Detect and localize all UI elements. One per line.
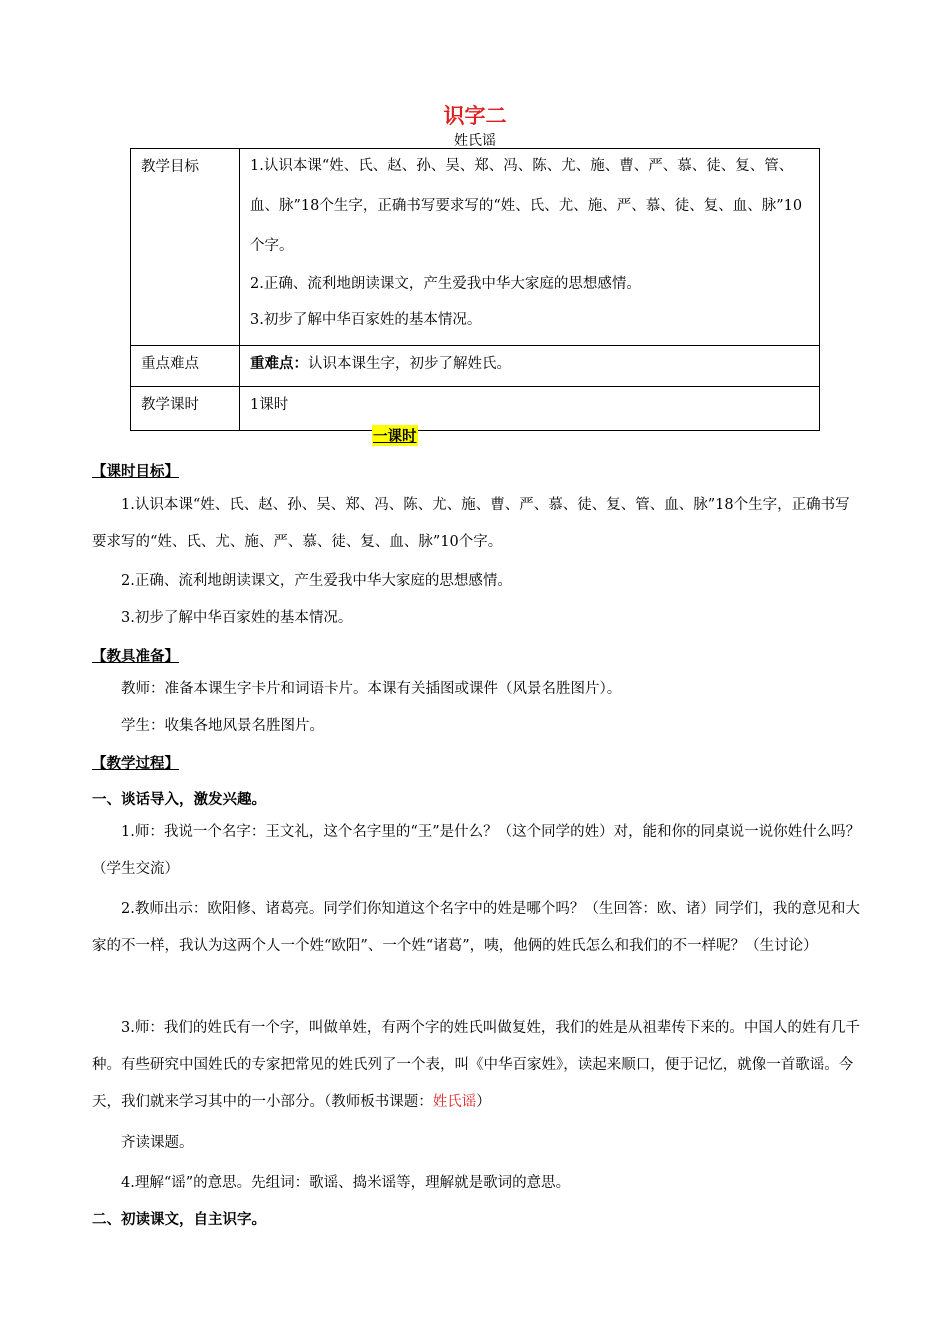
process-paragraph-1: 1.师：我说一个名字：王文礼，这个名字里的“王”是什么？（这个同学的姓）对，能和你的同桌说一说你姓什么吗？（学生交流） (92, 824, 861, 877)
process-paragraph-2: 2.教师出示：欧阳修、诸葛亮。同学们你知道这个名字中的姓是哪个吗？（生回答：欧、诸）同学们，我的意见和大家的不一样，我认为这两个人一个姓“欧阳”、一个姓“诸葛”，咦，他俩的姓氏怎么和我们的不一样呢？（生讨论） (92, 901, 860, 954)
goal-item-2: 2.正确、流利地朗读课文，产生爱我中华大家庭的思想感情。 (250, 276, 641, 292)
p3-board-title: 姓氏谣 (432, 1094, 477, 1110)
table-row-key-points (131, 346, 820, 387)
hours-value: 1课时 (240, 387, 820, 431)
table-row-goals (131, 149, 820, 346)
section-heading-goals: 【课时目标】 (92, 464, 179, 480)
goals-label: 教学目标 (131, 149, 240, 346)
key-label: 重点难点 (131, 346, 240, 387)
goals-paragraph-2: 2.正确、流利地朗读课文，产生爱我中华大家庭的思想感情。 (121, 573, 512, 589)
hours-label: 教学课时 (131, 387, 240, 431)
goals-paragraph-1: 1.认识本课“姓、氏、赵、孙、吴、郑、冯、陈、尤、施、曹、严、慕、徒、复、管、血、脉”18个生字，正确书写要求写的“姓、氏、尤、施、严、慕、徒、复、血、脉”10个字。 (92, 497, 850, 550)
lesson-hour-heading: 一课时 (372, 425, 418, 446)
key-prefix: 重难点： (250, 356, 308, 372)
goal-item-1: 1.认识本课“姓、氏、赵、孙、吴、郑、冯、陈、尤、施、曹、严、慕、徒、复、管、血、脉”18个生字，正确书写要求写的“姓、氏、尤、施、严、慕、徒、复、血、脉”10个字。 (250, 158, 803, 254)
process-paragraph-3b: 齐读课题。 (121, 1135, 194, 1151)
section-heading-process: 【教学过程】 (92, 756, 179, 772)
goal-item-3: 3.初步了解中华百家姓的基本情况。 (250, 312, 482, 328)
goals-paragraph-3: 3.初步了解中华百家姓的基本情况。 (121, 610, 353, 626)
goals-content (240, 149, 820, 346)
key-text: 认识本课生字，初步了解姓氏。 (308, 356, 511, 372)
p3-main: 3.师：我们的姓氏有一个字，叫做单姓，有两个字的姓氏叫做复姓，我们的姓是从祖辈传下来的。中国人的姓有几千种。有些研究中国姓氏的专家把常见的姓氏列了一个表，叫《中华百家姓》，读起来顺口，便于记忆，就像一首歌谣。今天，我们就来学习其中的一小部分。（教师板书课题： (92, 1020, 860, 1110)
lesson-title: 识字二 (443, 104, 507, 128)
part1-heading: 一、谈话导入，激发兴趣。 (92, 792, 266, 808)
p3-end: ） (476, 1094, 491, 1110)
process-paragraph-4: 4.理解“谣”的意思。先组词：歌谣、捣米谣等，理解就是歌词的意思。 (121, 1175, 571, 1191)
prep-student: 学生：收集各地风景名胜图片。 (121, 718, 324, 734)
table-row-hours (131, 387, 820, 431)
process-paragraph-3 (92, 1010, 864, 1121)
part2-heading: 二、初读课文，自主识字。 (92, 1212, 266, 1228)
prep-teacher: 教师：准备本课生字卡片和词语卡片。本课有关插图或课件（风景名胜图片）。 (121, 681, 622, 697)
lesson-info-table (130, 148, 820, 431)
section-heading-prep: 【教具准备】 (92, 649, 179, 665)
key-content (240, 346, 820, 387)
lesson-subtitle: 姓氏谣 (454, 133, 496, 149)
